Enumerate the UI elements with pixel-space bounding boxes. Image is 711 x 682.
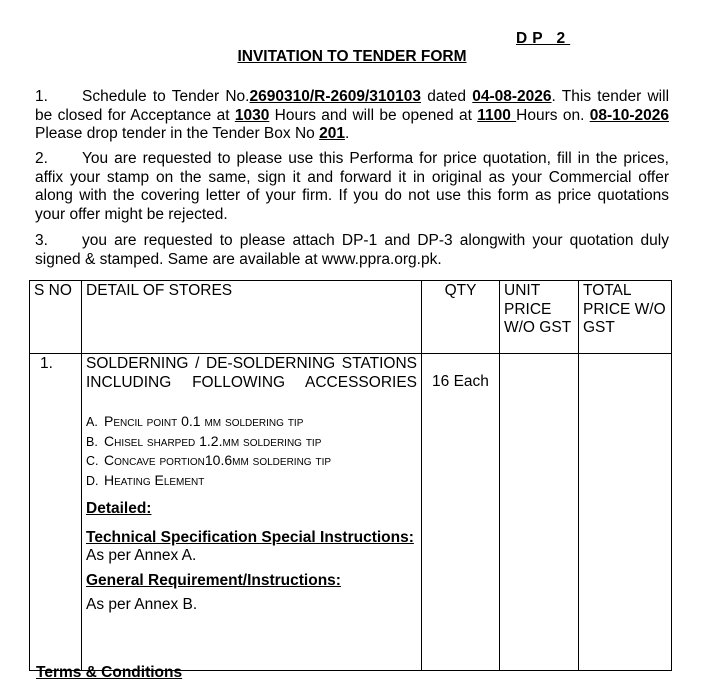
paragraph-1	[35, 88, 669, 144]
text: Hours on.	[516, 106, 590, 124]
item-text: Chisel sharped 1.2.mm soldering tip	[104, 432, 322, 449]
text: . This tender will be closed for Acceptance at	[35, 88, 670, 124]
item-text: Concave portion10.6mm soldering tip	[104, 452, 332, 468]
header-detail: DETAIL OF STORES	[82, 281, 422, 354]
general-requirement-heading: General Requirement/Instructions:	[86, 571, 341, 589]
list-item	[86, 451, 417, 471]
paragraph-number: 1.	[35, 88, 48, 105]
header-sno: S NO	[30, 281, 82, 354]
paragraph-number: 3.	[35, 232, 48, 249]
cell-detail	[82, 354, 422, 671]
paragraph-number: 2.	[35, 150, 48, 167]
opening-date: 08-10-2026	[589, 106, 669, 124]
list-item	[86, 412, 417, 432]
sno-value: 1.	[40, 355, 53, 372]
item-text: Pencil point 0.1 mm soldering tip	[104, 413, 304, 429]
detailed-heading: Detailed:	[86, 500, 152, 517]
text: Hours and will be opened at	[269, 106, 478, 124]
item-key: A.	[86, 415, 98, 429]
cell-sno	[30, 354, 82, 671]
watermark: tender786.com	[210, 295, 463, 333]
text: .	[344, 125, 350, 142]
tender-box-number: 201	[319, 125, 345, 142]
text: dated	[421, 88, 473, 105]
item-text: Heating Element	[104, 471, 205, 488]
general-requirement-value: As per Annex B.	[86, 596, 198, 613]
terms-heading: Terms & Conditions	[36, 664, 183, 681]
header-total-price: TOTAL PRICE W/O GST	[579, 281, 672, 354]
item-key: B.	[86, 434, 98, 449]
accessories-list	[86, 412, 417, 490]
table-row	[30, 354, 672, 671]
cell-total-price	[579, 354, 672, 671]
tender-date: 04-08-2026	[472, 88, 552, 105]
stores-table	[29, 280, 672, 671]
tender-number: 2690310/R-2609/310103	[249, 88, 421, 105]
tech-spec-label: Technical Specification Special Instructions:	[86, 528, 414, 546]
paragraph-text: you are requested to please attach DP-1 and DP-3 alongwith your quotation duly signed & stamped. Same are available at www.ppra.org.pk.	[35, 232, 669, 268]
opening-time: 1100	[477, 106, 517, 124]
table-header-row	[30, 281, 672, 354]
list-item	[86, 471, 417, 491]
item-key: D.	[86, 473, 99, 488]
header-unit-price: UNIT PRICE W/O GST	[500, 281, 579, 354]
item-title: SOLDERNING / DE-SOLDERNING STATIONS INCLUDING FOLLOWING ACCESSORIES	[86, 355, 417, 391]
cell-qty: 16 Each	[422, 354, 500, 671]
tech-spec-value: As per Annex A.	[86, 547, 197, 564]
page-title: INVITATION TO TENDER FORM	[237, 48, 467, 65]
paragraph-2	[35, 150, 669, 224]
paragraph-3	[35, 232, 669, 269]
cell-unit-price	[500, 354, 579, 671]
paragraph-text: You are requested to please use this Performa for price quotation, fill in the prices, affix your stamp on the same, sign it and forward it in original as your Commercial offer along with the covering letter of your firm. If you do not use this form as price quotations your offer might be rejected.	[35, 150, 669, 223]
list-item	[86, 432, 417, 452]
form-code: DP 2	[516, 30, 571, 47]
header-qty: QTY	[422, 281, 500, 354]
tech-spec	[86, 529, 417, 566]
item-key: C.	[86, 454, 99, 468]
closing-time: 1030	[234, 106, 270, 124]
text: Please drop tender in the Tender Box No	[35, 125, 320, 142]
text: Schedule to Tender No.	[82, 88, 250, 105]
